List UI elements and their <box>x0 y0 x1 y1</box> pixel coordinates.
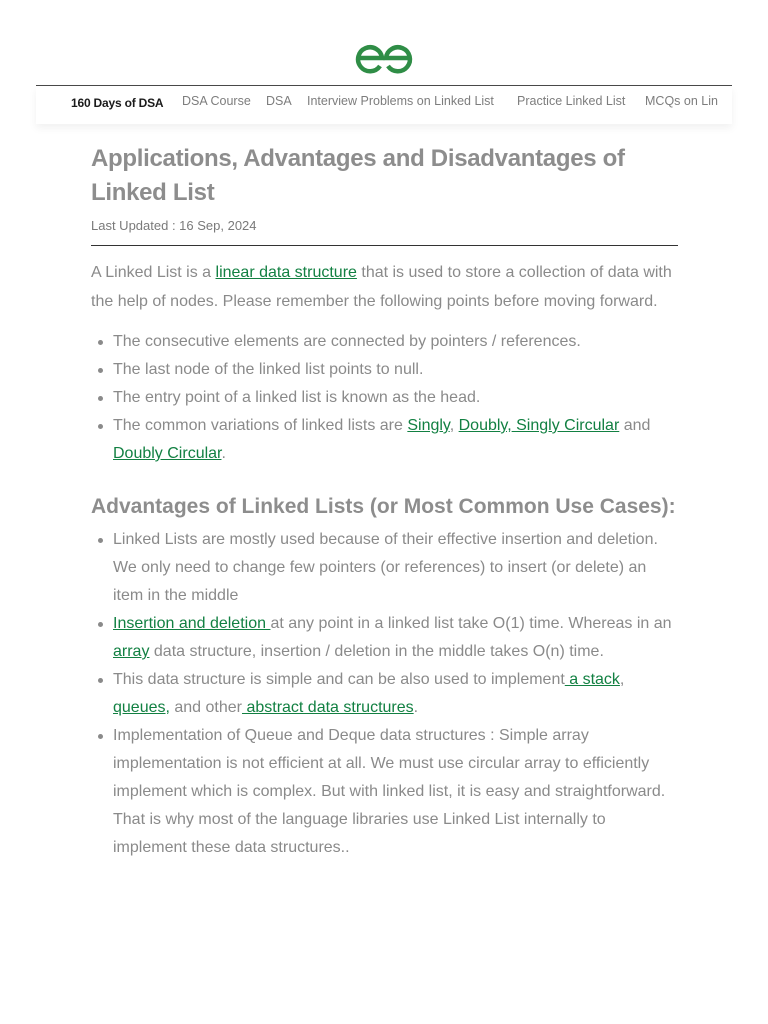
linear-data-structure-link[interactable]: linear data structure <box>215 264 357 281</box>
list-item: The entry point of a linked list is known as the head. <box>91 384 679 412</box>
doubly-circular-link[interactable]: Doubly Circular <box>113 445 222 462</box>
list-item: The common variations of linked lists are Singly, Doubly, Singly Circular and Doubly Circular. <box>91 412 679 468</box>
intro-paragraph: A Linked List is a linear data structure that is used to store a collection of data with the help of nodes. Please remember the following points before moving forward. <box>91 264 672 310</box>
singly-circular-link[interactable]: Singly Circular <box>511 417 620 434</box>
nav-item-interview-problems[interactable]: Interview Problems on Linked List <box>307 94 494 108</box>
insertion-deletion-link[interactable]: Insertion and deletion <box>113 615 271 632</box>
nav-item-dsa-course[interactable]: DSA Course <box>182 94 251 108</box>
nav-item-dsa[interactable]: DSA <box>266 94 292 108</box>
abstract-data-structures-link[interactable]: abstract data structures <box>242 699 414 716</box>
nav-item-practice-linked-list[interactable]: Practice Linked List <box>517 94 626 108</box>
nav-item-160-days-of-dsa[interactable]: 160 Days of DSA <box>71 96 164 110</box>
article <box>91 142 679 862</box>
nav-item-mcqs[interactable]: MCQs on Lin <box>645 94 718 108</box>
list-item: Implementation of Queue and Deque data structures : Simple array implementation is not efficient at all. We must use circular array to efficiently implement which is complex. But with linked list, it is easy and straightforward. That is why most of the language libraries use Linked List internally to implement these data structures.. <box>91 722 679 862</box>
stack-link[interactable]: a stack <box>564 671 620 688</box>
title-divider <box>91 245 678 246</box>
singly-link[interactable]: Singly <box>407 417 450 434</box>
top-nav <box>36 86 732 124</box>
queues-link[interactable]: queues, <box>113 699 170 716</box>
key-points-list <box>91 328 679 468</box>
list-item: Insertion and deletion at any point in a linked list take O(1) time. Whereas in an array data structure, insertion / deletion in the middle takes O(n) time. <box>91 610 679 666</box>
advantages-list <box>91 526 679 862</box>
page-title: Applications, Advantages and Disadvantages of Linked List <box>91 145 625 206</box>
list-item: Linked Lists are mostly used because of their effective insertion and deletion. We only need to change few pointers (or references) to insert (or delete) an item in the middle <box>91 526 679 610</box>
last-updated: Last Updated : 16 Sep, 2024 <box>91 218 257 233</box>
doubly-link[interactable]: Doubly, <box>458 417 512 434</box>
array-link[interactable]: array <box>113 643 150 660</box>
list-item: The consecutive elements are connected by pointers / references. <box>91 328 679 356</box>
gfg-logo-icon[interactable] <box>354 42 414 78</box>
list-item: The last node of the linked list points to null. <box>91 356 679 384</box>
advantages-heading: Advantages of Linked Lists (or Most Common Use Cases): <box>91 495 676 518</box>
list-item: This data structure is simple and can be also used to implement a stack, queues, and other abstract data structures. <box>91 666 679 722</box>
